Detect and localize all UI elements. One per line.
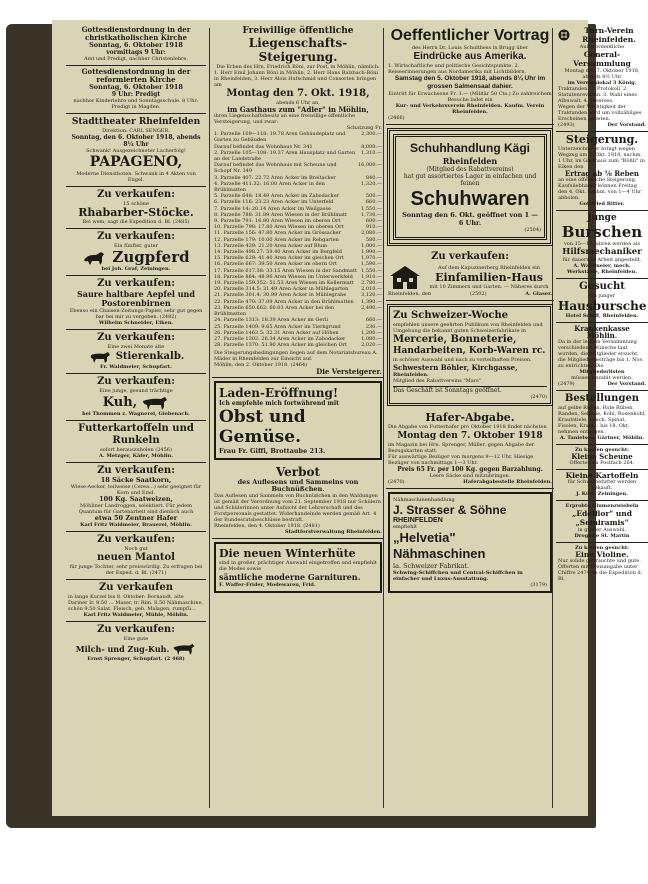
ad-headline: Zugpferd	[112, 248, 190, 266]
ad-headline: Hafer-Abgabe.	[425, 411, 515, 425]
ad-text: (Mitglied des Rabattvereins)	[426, 166, 514, 173]
lot-description: 1. Parzelle 109—118: 19.78 Aren Gebäudeplatz und Garten zu Gebäuden	[214, 131, 346, 144]
ad-headline: neuen Mantol	[97, 552, 175, 563]
ad-seller: Hotel Schiff, Rheinfelden.	[565, 313, 639, 320]
ad-date: Möhlin, den 2. Oktober 1918. (2464)	[214, 362, 308, 369]
ad-text: Die Steigerungsbedingungen liegen auf dem Notariatsbureau A. Mäder in Rheinfelden zur Einsicht auf.	[214, 350, 378, 363]
lot-value: 500.—	[365, 193, 382, 200]
lot-value: 2,080.—	[361, 230, 382, 237]
ad-title: Zu verkaufen:	[97, 189, 175, 200]
ad-headline: Verbot	[275, 465, 321, 480]
ad-text: Ebenso ein Chaisen-Zeitungs-Papier, sehr gut gegen bar bei mir zu vergeben. (2482)	[69, 308, 203, 320]
ad-title: Krankenkasse Möhlin.	[574, 324, 630, 341]
ad-church-reformed	[66, 66, 206, 114]
ad-title: Zu verkaufen	[98, 582, 174, 593]
ad-barn-wanted	[556, 445, 648, 470]
ad-text: 1. Wirtschaftliche und politische Gesichtspunkte. 2. Reiseerinnerungen aus Nordamerika mit Lichtbildern.	[388, 63, 527, 75]
ad-text: des Herrn Dr. Louis Schulthess in Brugg über	[411, 45, 529, 51]
ad-seller: Wilhelm Schneider, Eiken.	[98, 320, 174, 326]
lot-description: 9. Parzelle 791: 16.80 Aren Wiesen im oberen Ort	[214, 218, 341, 225]
ad-text: hat gut assortiertes Lager in einfachen und feinen	[403, 173, 537, 187]
ad-headline: Rhabarber-Stöcke.	[78, 206, 194, 219]
ad-seller: bei Thommen z. Wagnerei, Giebenach.	[82, 411, 190, 417]
lot-value: 1,550.—	[361, 205, 382, 212]
lots-list	[214, 131, 382, 348]
ad-number: (2493)	[558, 122, 575, 128]
house-icon	[388, 263, 422, 291]
lot-value: 2,300.—	[361, 131, 382, 138]
ad-title: Turn-Verein Rheinfelden.	[582, 26, 636, 44]
lot-value: 910.—	[365, 224, 382, 231]
ad-time: abends 6 Uhr an,	[276, 100, 320, 106]
lot-row	[214, 150, 382, 162]
ad-text: Möhliner Landroggen, selektiert. Für jedem Quantum für Gartenarbeit sind dienlich auch	[78, 503, 194, 515]
ad-title: Zu verkaufen:	[97, 624, 175, 635]
ad-title: Gesucht	[579, 281, 625, 293]
lot-description: 11. Parzelle 156: 47.80 Aren Acker im Grössacker	[214, 230, 341, 237]
lot-value: 580.—	[365, 236, 382, 243]
ad-seller: Stadtforstverwaltung Rheinfelden.	[285, 529, 382, 536]
ad-text: Amt und Predigt, nachher Christenlehre.	[84, 56, 188, 62]
ad-seller: Ernst Sprenger, Schupfart. (2 468)	[87, 656, 185, 662]
ad-title: Gottesdienstordnung in der reformierten Kirche	[81, 67, 191, 84]
ad-swiss-week	[387, 304, 553, 406]
ad-text: Schwing-Schiffchen und Central-Schiffchen in einfacher und Luxus-Ausstattung.	[393, 570, 523, 583]
ad-date: Rheinfelden, den	[388, 291, 432, 297]
ad-headline: Ertrag ab ⅛ Reben	[564, 169, 640, 179]
ad-headline: Steigerung.	[565, 133, 639, 147]
cow-icon	[141, 395, 169, 411]
ad-date: Montag den 7. Okt. 1918,	[226, 88, 370, 99]
lot-value: 1,550.—	[361, 267, 382, 274]
ad-lecture	[386, 24, 554, 125]
ad-number: (2466)	[388, 115, 405, 121]
ad-headline: Saure haltbare Aepfel und Postorenbirnen	[77, 289, 195, 308]
ad-text: Direktion: CARL SENGER.	[102, 128, 170, 134]
ad-seller: Gottfried Ritter.	[579, 201, 625, 208]
ad-sale-apples	[66, 276, 206, 330]
ad-text: an eine öffentliche Steigerung. Kaufsliebhaber können Freitag den 4. Okt. nachm. von 1—4 Uhr abholen.	[558, 177, 642, 202]
ad-hats	[214, 542, 382, 593]
lot-description: 2. Parzelle 105—108: 19.37 Aren Hausplatz und Garten an der Landstraße	[214, 149, 356, 163]
ad-text: Mitglied des Rabattvereins "Mars"	[393, 378, 482, 385]
ad-number: (2470)	[388, 479, 405, 486]
ad-date: Sonntag, 6. Oktober 1918	[89, 41, 183, 49]
lot-value: 1,000.—	[361, 242, 382, 249]
ad-price: Preis 65 Fr. per 100 Kg. gegen Barzahlung.	[397, 466, 543, 474]
ad-text: Noch gut	[124, 546, 148, 552]
ad-time: 9 Uhr: Predigt	[111, 91, 161, 98]
ad-title: Zu verkaufen:	[97, 278, 175, 289]
ad-auction	[212, 24, 384, 378]
ad-health-insurance	[556, 323, 648, 391]
ad-headline: Eine Violine.	[575, 550, 629, 560]
column-3	[386, 24, 554, 812]
ad-time: Sonntag den 6. Okt. geöffnet von 1 — 6 Uhr.	[402, 211, 538, 227]
newspaper-page	[52, 20, 647, 816]
ad-text: für Schweinefutter werden gekauft.	[567, 479, 637, 492]
ad-sewing	[388, 492, 552, 593]
ad-headline: Die neuen Winterhüte	[219, 547, 356, 561]
ad-title: Zu verkaufen:	[97, 376, 175, 387]
lot-description: 24. Parzelle 1313: 18.39 Aren Acker im Gerli	[214, 317, 328, 324]
column-4	[556, 24, 648, 812]
ad-text: la. Schweizer Fabrikat.	[393, 562, 470, 571]
ad-text: Eine junge, gesund trächtige	[99, 388, 173, 394]
ad-place: Rheinfelden	[442, 156, 498, 166]
ad-headline: Obst und Gemüse.	[219, 407, 306, 448]
ad-headline: „Helvetia" Nähmaschinen	[393, 530, 486, 562]
ad-title: Zu verkaufen:	[97, 332, 175, 343]
ad-seller: bei Joh. Graf, Zeiningen.	[101, 266, 171, 272]
ad-text: Wiese-Aecker, teilweise (Cerea...) sehr geeignet für Korn und Emd.	[70, 484, 202, 496]
ad-headline: sämtliche moderne Garnituren.	[219, 572, 361, 583]
ad-headline: Kuh,	[102, 395, 138, 410]
ad-headline: J. Strasser & Söhne	[393, 503, 507, 518]
ad-sale-mill	[66, 580, 206, 622]
lot-row	[214, 305, 382, 317]
ad-title: Stadttheater Rheinfelden	[71, 117, 201, 127]
lot-description: 18. Parzelle 864: 48.96 Aren Wiesen im Unterwerkfeld	[214, 273, 353, 280]
ad-apprentices	[556, 211, 648, 279]
ad-date: Montag den 7. Oktober 1918, abends 8½ Uhr	[564, 68, 640, 80]
lot-description: 3. Parzelle 407: 22.72 Aren Acker im Breitacker	[214, 174, 336, 181]
ad-time: Das Geschäft ist Sonntags geöffnet.	[393, 386, 547, 394]
ad-title: Nähmaschinenhandlung	[393, 497, 455, 504]
ad-headline: Liegenschafts-Steigerung.	[248, 36, 348, 64]
ad-headline: Burschen	[561, 223, 643, 242]
ad-text: Eine gute	[123, 636, 149, 642]
lot-description: 14. Parzelle 498.27: 59.40 Aren Acker im Bergfeld	[214, 249, 342, 256]
lot-description: 20. Parzelle 314.5: 31.49 Aren Acker in Mühlegarten	[214, 286, 349, 293]
ad-headline: etwa 50 Zentner Hafer	[94, 514, 178, 522]
lot-description: 4. Parzelle 411.32: 16.00 Aren Acker in den Brühlmatten	[214, 180, 325, 194]
ad-seller: Haferabgabestelle Rheinfelden.	[463, 479, 552, 486]
ad-seller: A. Metzger, Käfer, Möhlin.	[98, 453, 173, 459]
ad-sale-milkcow	[66, 622, 206, 665]
ad-number: (3179)	[530, 582, 547, 589]
ad-text: müssen bezahlt werden.	[571, 375, 633, 382]
ad-text: Eintritt für Erwachsene Fr. 1.— (Militär 50 Cts.) Zu zahlreichem Besuche ladet ein	[388, 91, 552, 103]
column-2	[212, 24, 384, 812]
lot-value: 230.—	[365, 323, 382, 330]
lot-description: 15. Parzelle 629: 41.40 Aren Acker im gleichen Ort	[214, 255, 344, 262]
lot-description: 16. Parzelle 667: 39.50 Aren Acker im obern Ort	[214, 261, 338, 268]
ad-number: (2479)	[558, 381, 575, 388]
ad-place: RHEINFELDEN	[393, 517, 443, 525]
ad-headline: Stierenkalb.	[115, 351, 185, 362]
lot-row	[214, 181, 382, 193]
ad-seller: Fr. Waldmeier, Schupfart.	[100, 364, 172, 370]
ad-number: (2470)	[530, 394, 547, 401]
ad-seller: A. Glaser.	[525, 291, 552, 297]
ad-date: Rheinfelden, den 4. Oktober 1918. (2481)	[214, 523, 320, 530]
cow-icon	[172, 642, 196, 656]
ad-text: nachher Kinderlehre und Sonntagsschule. 8 Uhr: Predigt in Magden.	[73, 98, 199, 110]
lot-description: 17. Parzelle 617.38: 33.15 Aren Wiesen in der Sandmatt	[214, 267, 357, 274]
ad-title: Zu verkaufen:	[431, 251, 509, 262]
lot-description: 8. Parzelle 788: 31.89 Aren Wiesen in der Brühlmatt	[214, 211, 348, 218]
ad-text: auf gelbe Rüben, Rote Rüben, Randen, Sellerie, Kohl, Rosenkohl, Krautstiele, Lauch, Spinat, Fisolen, Kraut... bis 18. Okt. nehmen entgegen	[558, 405, 646, 436]
ad-headline: Schuhwaren	[410, 188, 530, 210]
ad-text: ihren Liegenschaftsbesitz an eine freiwillige öffentliche Versteigerung, und zwar:	[214, 113, 356, 125]
ad-seller: Die Versteigerer.	[316, 367, 382, 377]
gym-club-emblem-icon	[558, 29, 570, 41]
ad-text: Wegen der Wichtigkeit der Traktanden wird um vollzähliges Erscheinen gebeten.	[558, 104, 642, 122]
ad-seller: A. Tanielsen, Gärtner, Möhlin.	[559, 435, 645, 442]
ad-wanted	[556, 279, 648, 323]
ad-date: Sonntag, den 6. Oktober 1918, abends 8¼ Uhr	[71, 134, 201, 148]
ad-house	[386, 249, 554, 301]
ad-headline: „Edelflor" und „Semiramis"	[572, 509, 632, 528]
lot-value: 1,730.—	[361, 211, 382, 218]
lots-header: Schatzung Fr.	[346, 125, 382, 131]
lot-description: 6. Parzelle 116: 23.23 Aren Acker im Unterfeld	[214, 199, 334, 206]
ad-text: Offerten an Postfach 264.	[569, 460, 635, 467]
ad-text: im Magazin bei Hrn. Sprenger, Müller, gegen Abgabe der Bezugskarten statt.	[388, 442, 535, 455]
lot-description: 21. Parzelle 301.4: 30.99 Aren Acker in Mühlegrabe	[214, 292, 347, 299]
ad-ban	[212, 463, 384, 539]
ad-text: sind in großer, prächtiger Auswahl eingetroffen und empfiehlt die Modes sowie	[219, 560, 377, 573]
lot-value: 8,000.—	[361, 143, 382, 150]
ad-title: Zu verkaufen:	[97, 231, 175, 242]
ad-time: vormittags 9 Uhr:	[106, 49, 166, 56]
ad-seller: J. Kürt, Zeiningen.	[576, 491, 628, 498]
ad-text: Ein fünfter, guter	[114, 243, 158, 249]
ad-small-potatoes	[556, 470, 648, 501]
ad-orders	[556, 391, 648, 445]
ad-text: Die Abgabe von Futterhafer pro Oktober 1918 findet nächsten	[388, 424, 547, 431]
ad-headline: Kleine Scheune	[571, 452, 633, 462]
ad-text: Auf dem Kapuzinerberg Rheinfelden ein	[438, 264, 540, 271]
ad-text: 15 schöne	[123, 201, 149, 207]
ad-text: Nur solide gebrauchte und gute. Offerten mit Preisangabe unter Chiffre 2474 an die Expedition d. Bl.	[558, 558, 643, 583]
ad-text: Traktanden: 1. Protokoll. 2. Statutenrevision. 3. Wahl eines Albuwalt. 4. Diverses.	[558, 86, 637, 104]
ad-title: Zu verkaufen:	[97, 465, 175, 476]
lot-value: 660.—	[365, 317, 382, 324]
ad-gym-club	[556, 24, 648, 132]
calf-icon	[88, 350, 112, 364]
ad-sale-seed	[66, 463, 206, 532]
ad-headline: Mercerie, Bonneterie,	[393, 334, 517, 346]
ad-text: in schöner Auswahl und nach zu vorteilhaften Preisen.	[393, 357, 532, 364]
ad-sale-rhubarb	[66, 187, 206, 229]
lot-row	[214, 342, 382, 348]
lot-description: 10. Parzelle 798: 17.80 Aren Wiesen im oberen Ort	[214, 224, 344, 231]
ad-headline: Hausbursche	[558, 299, 647, 314]
lot-description: 12. Parzelle 179: 10.00 Aren Acker im Rebgarten	[214, 236, 339, 243]
ad-theater	[66, 114, 206, 187]
column-1	[66, 24, 206, 812]
lot-value: 2,780.—	[361, 280, 382, 287]
ad-headline: Kleine Kartoffeln	[565, 471, 639, 481]
ad-text: in lange Kurzel bis 8. Oktober: Bornandt, alte Dariner Ir. 8.50 ... Maser, tr. Rim. 8.50 Nähmaschine, schön 9.50 Salat, Fleisch, geb. Malagen, rumpfü...	[68, 594, 204, 612]
lot-value: 16,000.—	[357, 162, 382, 169]
lot-description: 19. Parzelle 159.352: 51.53 Aren Wiesen im Kellermatt	[214, 280, 354, 287]
ad-number: (2502)	[469, 291, 487, 297]
ad-headline: Hilfsmechaniker	[562, 247, 642, 258]
ad-shop-opening	[214, 381, 382, 460]
column-rule	[209, 28, 210, 808]
lot-description: 7. Parzelle 14: 20.14 Aren Acker im Weilgasse	[214, 205, 331, 212]
ad-title: Junge	[587, 213, 617, 224]
ad-seller: F. Waffer-Frider, Modewaren, Frid.	[219, 582, 316, 589]
lot-value: 1,990.—	[361, 249, 382, 256]
ad-sale-cow	[66, 374, 206, 421]
ad-sale-calf	[66, 330, 206, 374]
ad-sale-horse	[66, 229, 206, 276]
ad-potatoes	[66, 421, 206, 463]
lot-description: Darauf befindet das Wohnhaus mit Scheune und Schopf Nr. 349	[214, 162, 337, 175]
horse-icon	[82, 250, 108, 266]
lot-value: 1,310.—	[361, 149, 382, 156]
ad-text: Eine zwei Monate alte	[107, 344, 165, 350]
ad-seller: Karl Fritz Waldmeier, Brauerei, Möhlin.	[80, 522, 192, 528]
lot-value: 600.—	[365, 218, 382, 225]
ad-text: Das Auflesen und Sammeln von Buchnüßchen in den Waldungen ist gemäß der Verordnung vom 21. September 1918 nur Schülern und Schülerinnen unter Aufsicht der Lehrerschaft und des Forstpersonals gestattet. Widerhandelnde werden gemäß Art. 4 der Bundesratsbeschlüsse bestraft.	[214, 493, 381, 524]
lot-description: 25. Parzelle 1409: 9.65 Aren Acker im Tierkgrund	[214, 323, 341, 330]
ad-place: Rheinfelden.	[393, 372, 429, 379]
ad-bulbs	[556, 501, 648, 543]
ad-text: sofort herauszuholen (2456)	[100, 447, 172, 453]
lot-description: 13. Parzelle 439: 21.20 Aren Acker auf Blum	[214, 242, 328, 249]
ad-headline: Schuhhandlung Kägi	[410, 141, 530, 155]
ad-seller: Der Vorstand.	[607, 381, 646, 388]
lot-row	[214, 162, 382, 174]
lot-description: 5. Parzelle 648: 18.49 Aren Acker im Zabodacker	[214, 193, 340, 200]
ad-text: Bei wem, sagt die Expedition d. Bl. (2485)	[82, 219, 190, 225]
lot-description: 28. Parzelle 1370: 51.90 Aren Acker im gleichen Ort	[214, 342, 348, 349]
ad-place: im Vereinslokal 3 König.	[567, 80, 637, 86]
lot-value: 1,970.—	[361, 255, 382, 262]
ad-title: Zu kaufen gesucht:	[574, 545, 630, 552]
ad-headline: Milch- und Zug-Kuh.	[75, 643, 170, 654]
lot-description: 27. Parzelle 1302: 26.34 Aren Acker im Zabodacker	[214, 335, 346, 342]
lot-description: Darauf befindet das Wohnhaus Nr. 341	[214, 143, 313, 150]
ad-date: Montag den 7. Oktober 1918	[397, 431, 543, 442]
ad-text: Die Erben des Hrn. Friedrich Böni, zur Post, in Möhlin, nämlich:	[216, 64, 380, 70]
ad-text: für junge Tochter, sehr preiswürdig. Zu erfragen bei der Exped. d. Bl. (2471)	[69, 564, 203, 576]
ad-title: Gottesdienstordnung in der christkatholischen Kirche	[81, 25, 191, 42]
ad-headline: Bestellungen	[564, 393, 640, 405]
lot-value: 1,390.—	[361, 298, 382, 305]
ad-vine-auction	[556, 132, 648, 211]
ad-text: 1. Herr Emil Johann Böni in Möhlin, 2. Herr Hans Balzbach-Böni in Rheinfelden, 3. Herr Alois Hufschmid und Consorten bringen am	[214, 70, 378, 88]
ad-text: von 15—17 Jahren werden als	[563, 241, 641, 248]
ad-oats	[386, 409, 554, 489]
ad-seller: Schwestern Böhler, Kirchgasse,	[393, 363, 518, 373]
ad-church-catholic	[66, 24, 206, 66]
ad-text: in großer Auswahl.	[577, 527, 627, 534]
ad-seller: Kur- und Verkehrsverein Rheinfelden. Kaufm. Verein Rheinfelden.	[395, 103, 545, 115]
ad-text: Für auswärtige Bezüger von morgens 9—12 Uhr. Hiesige Bezüger von nachmittags 1—3 Uhr.	[388, 454, 534, 467]
lot-value: 660.—	[365, 199, 382, 206]
lot-value: 1,080.—	[361, 335, 382, 342]
ad-seller: Der Vorstand.	[607, 122, 646, 128]
lot-value: 1,910.—	[361, 273, 382, 280]
ad-seller: Karl Fritz Waldmeier, Mühle, Möhlin.	[83, 612, 189, 618]
ad-seller: Frau Fr. Giffi, Brottaube 213.	[219, 447, 326, 456]
ad-shoes	[387, 128, 553, 246]
ad-text: Da in der letzten Versammlung verschiedene Wünsche laut wurden, die Mitglieder ersucht, die Mitgliederbeiträge bis 1. Nov. zu entrichten. Die	[558, 339, 644, 370]
ad-text: Ich empfehle mich fortwährend mit	[219, 400, 339, 408]
ad-text: für dauernde Arbeit angestellt.	[562, 257, 642, 264]
ad-title: Zu verkaufen:	[97, 534, 175, 545]
ad-text: empfiehlt	[393, 524, 418, 531]
ad-text: Leere Säcke sind mitzubringen.	[429, 473, 511, 480]
ad-text: ein junger	[589, 293, 615, 300]
ad-headline: 100 Kg. Saatweizen,	[99, 495, 173, 503]
ad-title: Erprobte Blumenzwiebeln	[565, 503, 639, 510]
ad-number: (2504)	[524, 227, 541, 233]
ad-headline: Oeffentlicher Vortrag	[390, 27, 550, 44]
ad-headline: Futterkartoffeln und Runkeln	[78, 423, 194, 446]
ad-headline: Handarbeiten, Korb-Waren rc.	[393, 346, 546, 357]
ad-seller: Drogerie St. Martin	[574, 533, 630, 540]
ad-violin	[556, 543, 648, 585]
ad-headline: Zu Schweizer-Woche	[393, 310, 509, 322]
ad-headline: Einfamilien-Haus	[435, 270, 543, 284]
ad-headline: Mitgliederlisten	[579, 369, 625, 376]
ad-date: Samstag den 5. Oktober 1918, abends 8¼ Uhr im grossen Salmensaal dahier.	[394, 75, 546, 90]
ad-headline: Laden-Eröffnung!	[219, 386, 339, 401]
ad-sale-coat	[66, 532, 206, 580]
ad-text: Moderne Dienstboten. Schwank in 4 Akten von Engel.	[76, 171, 196, 183]
lot-value: 1,200.—	[361, 329, 382, 336]
ad-headline: 18 Säcke Saatkorn,	[100, 476, 172, 484]
ad-place: im Gasthaus zum "Adler" in Möhlin,	[227, 105, 369, 114]
ad-text: Schwank! Ausgezeichneter Lacherfolg!	[86, 148, 186, 154]
ad-text: empfehlen unsere geehrten Publikum von Rheinfelden und Umgebung die bekannt guten Schweizerfabrikate in	[393, 322, 543, 335]
lot-value: 1,590.—	[361, 261, 382, 268]
ad-title: des Auflesens und Sammelns von Buchnüßchen.	[237, 478, 359, 494]
ad-text: Außerordentliche	[579, 44, 625, 50]
lot-description: 23. Parzelle 650.662: 60.03 Aren Acker bei den Brühlmatten	[214, 304, 335, 318]
ad-title: Freiwillige öffentliche	[242, 26, 354, 36]
lot-value: 2,490.—	[361, 304, 382, 311]
ad-headline: General-Versammlung	[573, 50, 631, 68]
lot-value: 2,010.—	[361, 286, 382, 293]
lot-description: 26. Parzelle 1463.5: 32.31 Aren Acker auf Höhen	[214, 329, 339, 336]
lot-value: 3,120.—	[361, 292, 382, 299]
lot-row	[214, 131, 382, 143]
ad-seller: A. Waldmeier, mech. Werkstätte, Rheinfelden.	[567, 263, 637, 276]
ad-text: mit 10 Zimmern und Garten. — Näheres durch	[429, 283, 549, 290]
lot-value: 1,320.—	[361, 180, 382, 187]
ad-title: Zu kaufen gesucht:	[574, 447, 630, 454]
ad-headline: Eindrücke aus Amerika.	[413, 51, 527, 62]
lot-value: 2,020.—	[361, 342, 382, 349]
lot-description: 22. Parzelle 470: 37.09 Aren Acker in den Brühlmatten	[214, 298, 354, 305]
lot-value: 840.—	[365, 174, 382, 181]
ad-headline: PAPAGENO,	[89, 154, 183, 170]
ad-text: Unterzeichneter bringt wegen Wegzug am 7. Okt. 1918, nachm. 1 Uhr, im Gasthaus zum "Rößli" in Eiken den	[558, 146, 645, 171]
ad-date: Sonntag, 6. Oktober 1918	[89, 83, 183, 91]
